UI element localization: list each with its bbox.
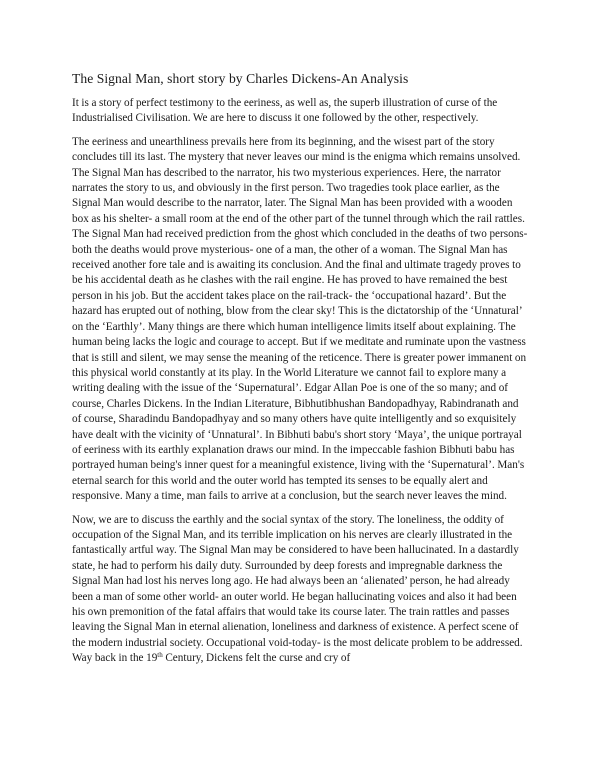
paragraph-earthly-text: Now, we are to discuss the earthly and the social syntax of the story. The loneliness, the oddity of occupation of the Signal Man, and its terrible implication on his nerves are clearly illustrated in the fantastically artful way. The Signal Man may be considered to have been hallucinated. In a dastardly state, he had to perform his daily duty. Surrounded by deep forests and impregnable darkness the Signal Man had lost his nerves long ago. He had always been an ‘alienated’ person, he had already been a man of some other world- an outer world. He began hallucinating voices and also it had been his own premonition of the fatal affairs that would take its course later. The train rattles and passes leaving the Signal Man in eternal alienation, loneliness and darkness of existence. A perfect scene of the modern industrial society. Occupational void-today- is the most delicate problem to be addressed. Way back in the 19 (72, 513, 523, 665)
ordinal-superscript: th (157, 651, 163, 660)
paragraph-intro: It is a story of perfect testimony to the eeriness, as well as, the superb illustration of curse of the Industrialised Civilisation. We are here to discuss it one followed by the other, respectively. (72, 97, 498, 125)
document-title: The Signal Man, short story by Charles Dickens-An Analysis (72, 71, 409, 86)
paragraph-earthly (72, 513, 528, 667)
paragraph-eeriness: The eeriness and unearthliness prevails here from its beginning, and the wisest part of the story concludes till its last. The mystery that never leaves our mind is the enigma which remains unsolved. The Signal Man has described to the narrator, his two mysterious experiences. Here, the narrator narrates the story to us, and obviously in the first person. Two tragedies took place earlier, as the Signal Man would describe to the narrator, later. The Signal Man has been provided with a wooden box as his shelter- a small room at the end of the other part of the tunnel through which the rail rattles. The Signal Man had received prediction from the ghost which concluded in the deaths of two persons- both the deaths would prove mysterious- one of a man, the other of a woman. The Signal Man has received another fore tale and is awaiting its conclusion. And the final and ultimate tragedy proves to be his accidental death as he clashes with the rail engine. He has proved to have remained the best person in his job. But the accident takes place on the rail-track- the ‘occupational hazard’. But the hazard has erupted out of nothing, blow from the clear sky! This is the dictatorship of the ‘Unnatural’ on the ‘Earthly’. Many things are there which human intelligence limits itself about explaining. The human being lacks the logic and courage to accept. But if we meditate and ruminate upon the vastness that is still and silent, we may sense the meaning of the reticence. There is greater power immanent on this physical world constantly at its play. In the World Literature we cannot fail to explore many a writing dealing with the issue of the ‘Supernatural’. Edgar Allan Poe is one of the so many; and of course, Charles Dickens. In the Indian Literature, Bibhutibhushan Bandopadhyay, Rabindranath and of course, Sharadindu Bandopadhyay and so many others have quite intelligently and so exquisitely have dealt with the vicinity of ‘Unnatural’. In Bibhuti babu's short story ‘Maya’, the unique portrayal of eeriness with its earthly explanation draws our mind. In the impeccable fashion Bibhuti babu has portrayed human being's inner quest for a meaningful existence, living with the ‘Supernatural’. Man's eternal search for this world and the outer world has tempted its senses to be equally alert and responsive. Many a time, man fails to arrive at a conclusion, but the search never leaves the mind. (72, 135, 528, 503)
paragraph-earthly-tail: Century, Dickens felt the curse and cry of (162, 652, 351, 665)
